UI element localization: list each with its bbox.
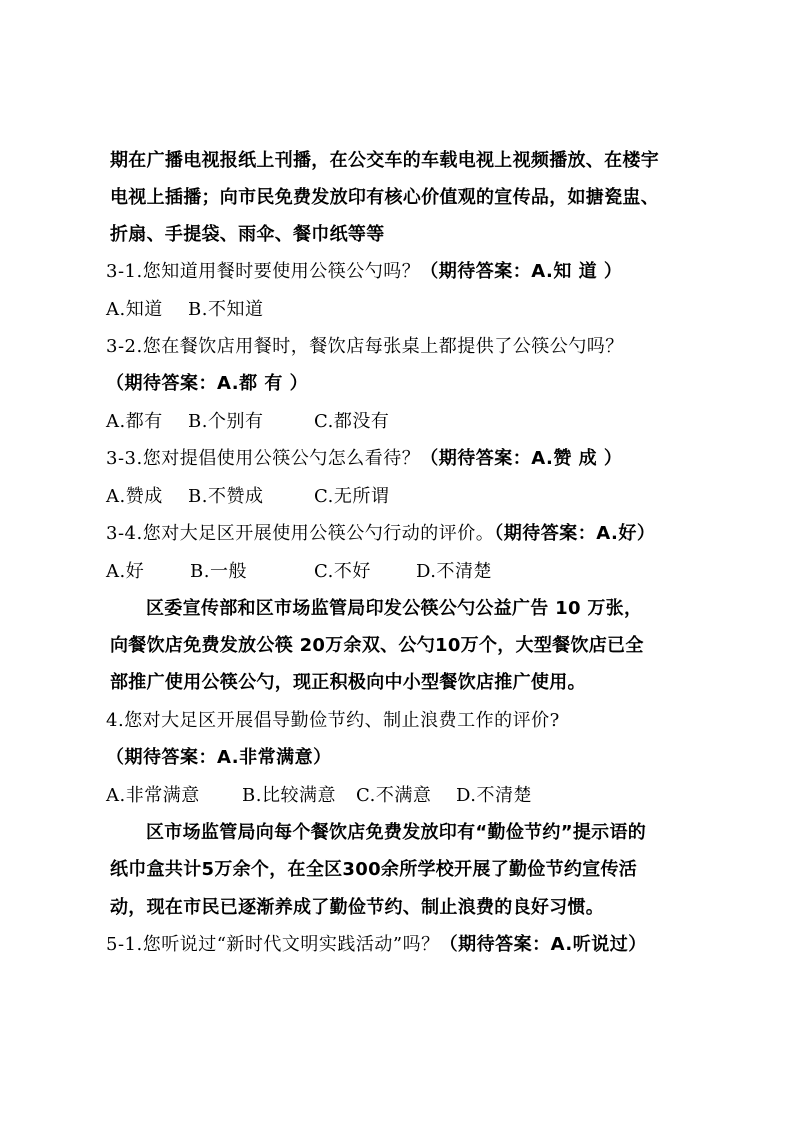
question-text: 3-4.您对大足区开展使用公筷公勺行动的评价。 <box>106 523 495 544</box>
option: A.赞成 <box>106 486 163 507</box>
option: C.都没有 <box>314 411 390 432</box>
option: A.非常满意 <box>106 785 200 806</box>
option: A.好 <box>106 561 145 582</box>
paragraph-line: 电视上插播；向市民免费发放印有核心价值观的宣传品，如搪瓷盅、 <box>110 187 659 208</box>
question-5-1 <box>106 930 647 960</box>
options-3-2 <box>106 407 389 437</box>
option: D.不清楚 <box>456 785 533 806</box>
expected-answer: （期待答案：A.赞 成 ） <box>420 448 623 469</box>
question-3-2: 3-2.您在餐饮店用餐时，餐饮店每张桌上都提供了公筷公勺吗？ <box>106 336 624 357</box>
options-3-1 <box>106 295 263 325</box>
expected-answer: （期待答案：A.知 道 ） <box>420 261 623 282</box>
option: B.比较满意 <box>242 785 336 806</box>
paragraph-line: 纸巾盒共计5万余个，在全区300余所学校开展了勤俭节约宣传活 <box>110 859 638 880</box>
question-3-1 <box>106 257 622 287</box>
option: B.不知道 <box>188 299 264 320</box>
expected-answer: （期待答案：A.好） <box>494 523 656 544</box>
expected-answer: （期待答案：A.非常满意） <box>106 747 332 768</box>
paragraph-line: 区市场监管局向每个餐饮店免费发放印有“勤俭节约”提示语的 <box>146 822 647 843</box>
options-3-4 <box>106 557 492 587</box>
expected-answer: （期待答案：A.听说过） <box>439 934 647 955</box>
paragraph-line: 部推广使用公筷公勺，现正积极向中小型餐饮店推广使用。 <box>110 672 586 693</box>
paragraph-line: 折扇、手提袋、雨伞、餐巾纸等等 <box>110 224 385 245</box>
question-3-4 <box>106 519 655 549</box>
option: B.一般 <box>190 561 247 582</box>
paragraph-line: 向餐饮店免费发放公筷 20万余双、公勺10万个，大型餐饮店已全 <box>110 635 644 656</box>
expected-answer: （期待答案：A.都 有 ） <box>106 373 309 394</box>
option: C.不好 <box>314 561 371 582</box>
option: B.个别有 <box>188 411 264 432</box>
paragraph-line: 动，现在市民已逐渐养成了勤俭节约、制止浪费的良好习惯。 <box>110 897 605 918</box>
question-text: 5-1.您听说过“新时代文明实践活动”吗？ <box>106 934 440 955</box>
paragraph-line: 期在广播电视报纸上刊播，在公交车的车载电视上视频播放、在楼宇 <box>110 150 659 171</box>
option: C.无所谓 <box>314 486 390 507</box>
question-text: 3-3.您对提倡使用公筷公勺怎么看待？ <box>106 448 421 469</box>
paragraph-line: 区委宣传部和区市场监管局印发公筷公勺公益广告 10 万张， <box>146 598 643 619</box>
options-3-3 <box>106 482 389 512</box>
question-3-3 <box>106 444 622 474</box>
option: A.知道 <box>106 299 163 320</box>
question-4: 4.您对大足区开展倡导勤俭节约、制止浪费工作的评价? <box>106 710 560 731</box>
option: D.不清楚 <box>416 561 493 582</box>
options-4 <box>106 781 532 811</box>
option: A.都有 <box>106 411 163 432</box>
option: B.不赞成 <box>188 486 264 507</box>
question-text: 3-1.您知道用餐时要使用公筷公勺吗？ <box>106 261 421 282</box>
option: C.不满意 <box>356 785 432 806</box>
